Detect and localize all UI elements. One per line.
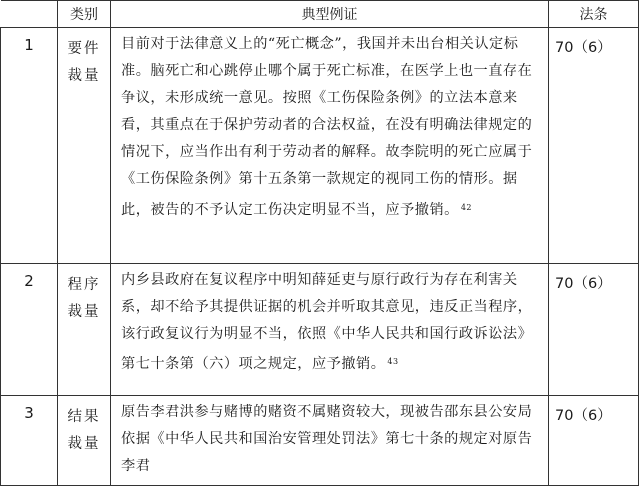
category-line: 结果 [67,409,101,425]
table-row [1,264,639,396]
row-example-text [111,396,549,486]
table-row [1,396,639,486]
category-line: 裁量 [67,68,101,84]
row-example-text [111,28,549,264]
row-law: 70（6） [549,396,639,486]
row-category [58,28,111,264]
header-number [1,1,58,28]
category-line: 要件 [67,41,101,57]
row-example-text [111,264,549,396]
category-line: 裁量 [67,436,101,452]
footnote-marker: 43 [387,357,399,367]
row-number: 2 [1,264,58,396]
row-law: 70（6） [549,264,639,396]
category-line: 裁量 [67,304,101,320]
header-example: 典型例证 [111,1,549,28]
row-law: 70（6） [549,28,639,264]
header-law: 法条 [549,1,639,28]
header-row [1,1,639,28]
example-text: 目前对于法律意义上的“死亡概念”，我国并未出台相关认定标准。脑死亡和心跳停止哪个属于死亡标准，在医学上也一直存在争议，未形成统一意见。按照《工伤保险条例》的立法本意来看，其重点在于保护劳动者的合法权益，在没有明确法律规定的情况下，应当作出有利于劳动者的解释。故李院明的死亡应属于《工伤保险条例》第十五条第一款规定的视同工伤的情形。据此，被告的不予认定工伤决定明显不当，应予撤销。 [121,36,533,218]
header-category: 类别 [58,1,111,28]
row-number: 3 [1,396,58,486]
row-category [58,264,111,396]
example-text: 内乡县政府在复议程序中明知薛延吏与原行政行为存在利害关系，却不给予其提供证据的机会并听取其意见，违反正当程序，该行政复议行为明显不当，依照《中华人民共和国行政诉讼法》第七十条第（六）项之规定，应予撤销。 [121,272,533,373]
row-number: 1 [1,28,58,264]
table-row [1,28,639,264]
category-line: 程序 [67,277,101,293]
example-text: 原告李君洪参与赌博的赌资不属赌资较大，现被告邵东县公安局依据《中华人民共和国治安管理处罚法》第七十条的规定对原告李君 [121,404,533,475]
footnote-marker: 42 [460,202,473,212]
row-category [58,396,111,486]
